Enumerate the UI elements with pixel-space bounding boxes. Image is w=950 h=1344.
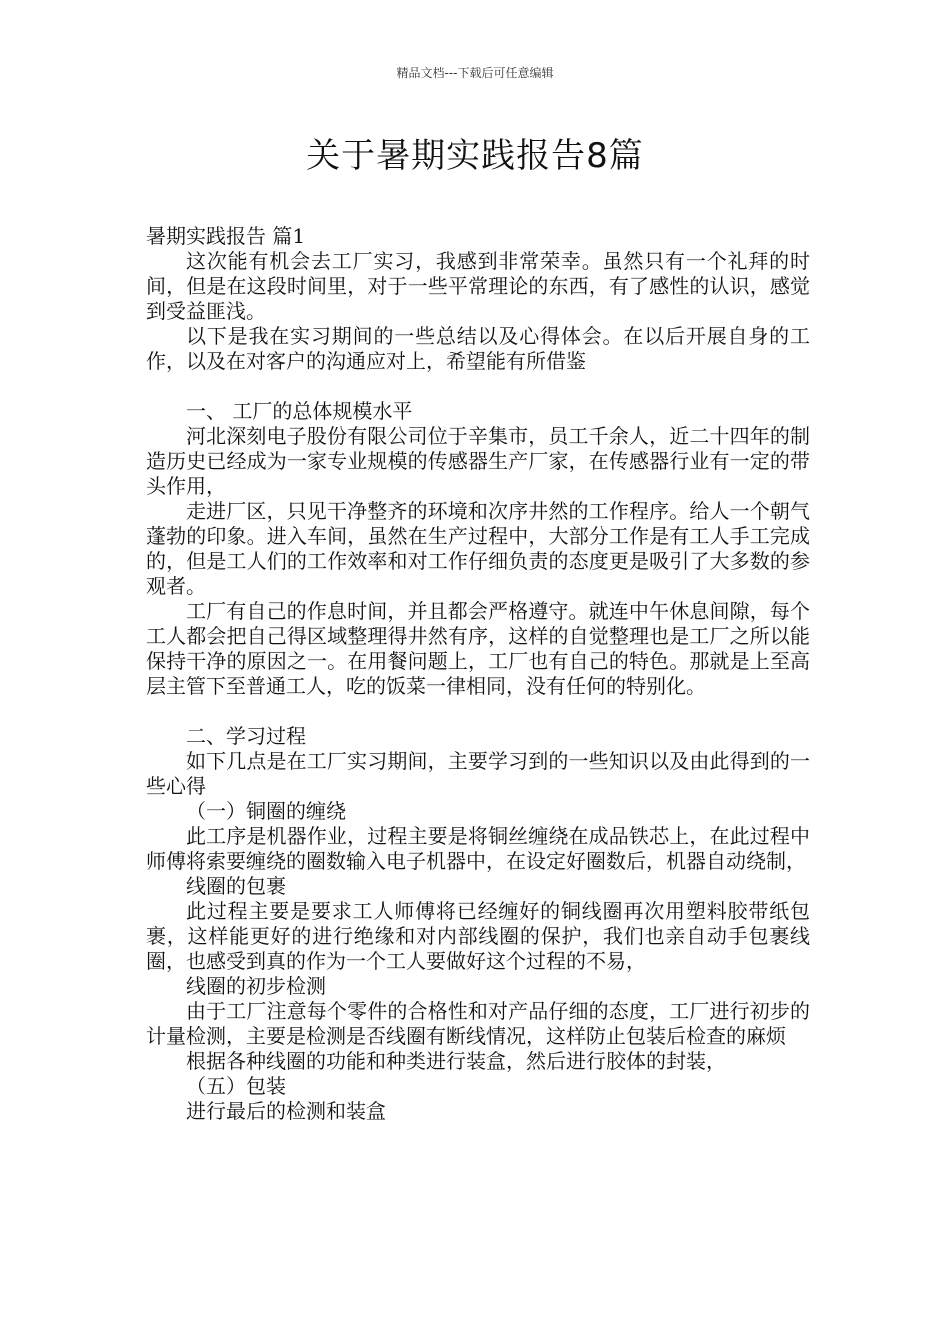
page-header: 精品文档---下载后可任意编辑 [396, 66, 554, 80]
paragraph: 河北深刻电子股份有限公司位于辛集市，员工千余人，近二十四年的制造历史已经成为一家专业规模的传感器生产厂家，在传感器行业有一定的带头作用， [146, 424, 810, 498]
document-body [146, 224, 810, 1124]
paragraph: 以下是我在实习期间的一些总结以及心得体会。在以后开展自身的工作，以及在对客户的沟通应对上，希望能有所借鉴 [146, 324, 810, 373]
subheading: 线圈的初步检测 [186, 974, 326, 998]
blank-line [146, 699, 810, 724]
blank-line [146, 374, 810, 399]
paragraph: 走进厂区，只见干净整齐的环境和次序井然的工作程序。给人一个朝气蓬勃的印象。进入车间，虽然在生产过程中，大部分工作是有工人手工完成的，但是工人们的工作效率和对工作仔细负责的态度更是吸引了大多数的参观者。 [146, 499, 810, 598]
subheading: 线圈的包裹 [186, 874, 286, 898]
paragraph: 如下几点是在工厂实习期间，主要学习到的一些知识以及由此得到的一些心得 [146, 749, 810, 798]
subheading: （五）包装 [186, 1074, 286, 1098]
paragraph: 此工序是机器作业，过程主要是将铜丝缠绕在成品铁芯上，在此过程中师傅将索要缠绕的圈数输入电子机器中，在设定好圈数后，机器自动绕制， [146, 824, 810, 873]
section-heading-1: 一、 工厂的总体规模水平 [186, 399, 413, 423]
paragraph: 由于工厂注意每个零件的合格性和对产品仔细的态度，工厂进行初步的计量检测，主要是检测是否线圈有断线情况，这样防止包装后检查的麻烦 [146, 999, 810, 1048]
paragraph: 这次能有机会去工厂实习，我感到非常荣幸。虽然只有一个礼拜的时间，但是在这段时间里，对于一些平常理论的东西，有了感性的认识，感觉到受益匪浅。 [146, 249, 810, 323]
document-title: 关于暑期实践报告8篇 [306, 136, 644, 176]
paragraph: 进行最后的检测和装盒 [186, 1099, 386, 1123]
section-heading-2: 二、学习过程 [186, 724, 306, 748]
subheading: （一）铜圈的缠绕 [186, 799, 346, 823]
paragraph: 根据各种线圈的功能和种类进行装盒，然后进行胶体的封装， [186, 1049, 726, 1073]
paragraph: 此过程主要是要求工人师傅将已经缠好的铜线圈再次用塑料胶带纸包裹，这样能更好的进行绝缘和对内部线圈的保护，我们也亲自动手包裹线圈，也感受到真的作为一个工人要做好这个过程的不易， [146, 899, 810, 973]
paragraph: 工厂有自己的作息时间，并且都会严格遵守。就连中午休息间隙，每个工人都会把自己得区域整理得井然有序，这样的自觉整理也是工厂之所以能保持干净的原因之一。在用餐问题上，工厂也有自己的特色。那就是上至高层主管下至普通工人，吃的饭菜一律相同，没有任何的特别化。 [146, 599, 810, 698]
section-label: 暑期实践报告 篇1 [146, 224, 306, 248]
